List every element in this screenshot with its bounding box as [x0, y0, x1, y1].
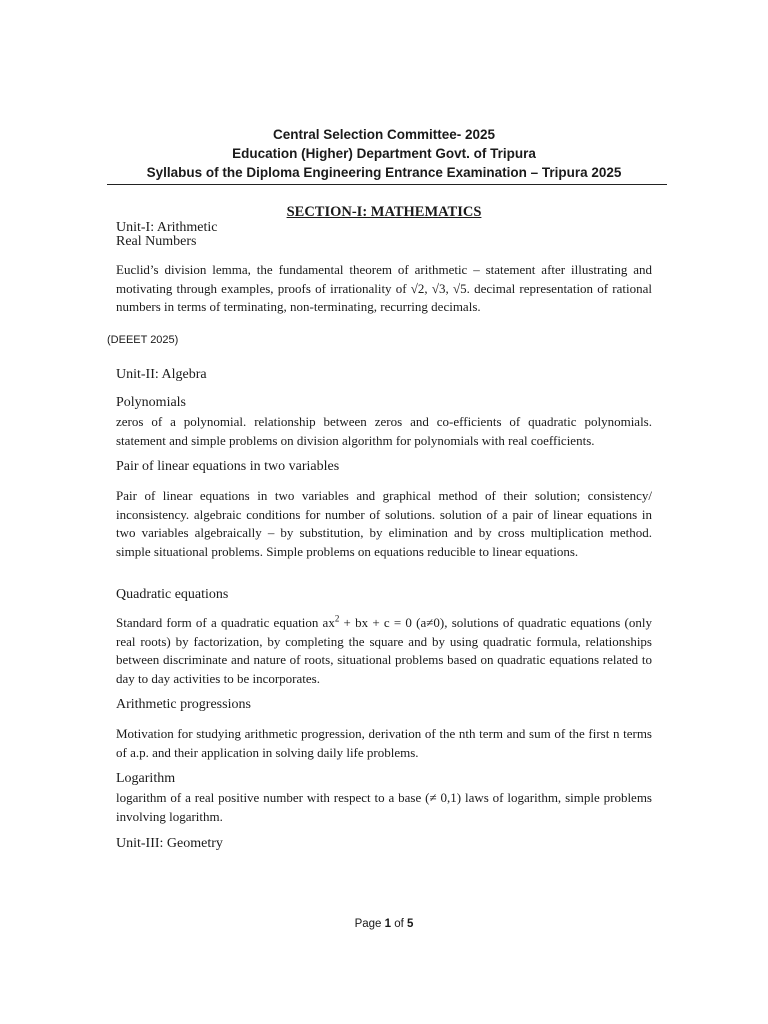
polynomials-heading: Polynomials: [116, 395, 187, 410]
unit3-title: Unit-III: Geometry: [116, 836, 223, 851]
quadratic-heading: Quadratic equations: [116, 587, 229, 602]
section-title: SECTION-I: MATHEMATICS: [286, 204, 482, 220]
polynomials-text: zeros of a polynomial. relationship between zeros and co-efficients of quadratic polynomials. statement and simple problems on division algorithm for polynomials with real coefficients.: [116, 414, 652, 448]
unit1-topic: Real Numbers: [116, 234, 197, 249]
header-department: Education (Higher) Department Govt. of Tripura: [232, 146, 536, 161]
header-committee: Central Selection Committee- 2025: [272, 127, 496, 142]
header-divider: [107, 184, 667, 185]
footer-current-page: 1: [384, 918, 392, 930]
header-syllabus-title: Syllabus of the Diploma Engineering Entrance Examination – Tripura 2025: [146, 165, 622, 180]
quadratic-text-after: + bx + c = 0 (a≠0), solutions of quadratic equations (only real roots) by factorization, by completing the square and by using quadratic formula, relationships between discriminate and nature of roots, situational problems based on quadratic equations related to day to day activities to be incorporates.: [116, 615, 652, 686]
footer-middle: of: [391, 918, 408, 930]
log-heading: Logarithm: [116, 771, 176, 786]
unit2-title: Unit-II: Algebra: [116, 367, 207, 382]
unit1-title: Unit-I: Arithmetic: [116, 220, 218, 235]
log-text: logarithm of a real positive number with respect to a base (≠ 0,1) laws of logarithm, simple problems involving logarithm.: [116, 790, 652, 824]
page-footer: [0, 918, 768, 930]
footer-total-pages: 5: [407, 918, 414, 930]
footer-prefix: Page: [354, 918, 385, 930]
quadratic-text: [116, 614, 652, 688]
quadratic-superscript: 2: [334, 613, 340, 624]
quadratic-text-before: Standard form of a quadratic equation ax: [116, 615, 335, 630]
linear-text: Pair of linear equations in two variables and graphical method of their solution; consistency/ inconsistency. algebraic conditions for number of solutions. solution of a pair of linear equations in two variables algebraically – by substitution, by elimination and by cross multiplication method. simple situational problems. Simple problems on equations reducible to linear equations.: [116, 488, 652, 559]
document-header: [0, 125, 768, 182]
ap-text: Motivation for studying arithmetic progression, derivation of the nth term and sum of the first n terms of a.p. and their application in solving daily life problems.: [116, 726, 652, 760]
unit1-text: Euclid’s division lemma, the fundamental theorem of arithmetic – statement after illustrating and motivating through examples, proofs of irrationality of √2, √3, √5. decimal representation of rational numbers in terms of terminating, non-terminating, recurring decimals.: [116, 262, 652, 314]
linear-heading: Pair of linear equations in two variables: [116, 459, 340, 474]
exam-tag: (DEEET 2025): [107, 334, 179, 346]
ap-heading: Arithmetic progressions: [116, 697, 251, 712]
